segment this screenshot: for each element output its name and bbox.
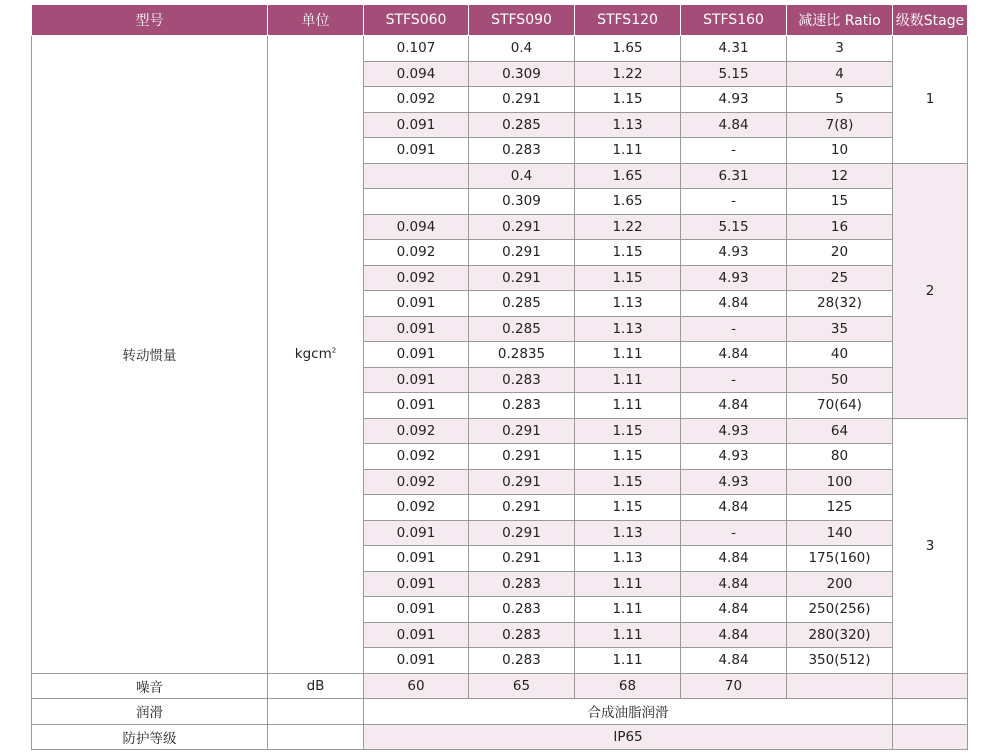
cell-stfs090: 0.283: [469, 367, 575, 393]
cell-stfs120: 1.13: [575, 520, 681, 546]
header-unit: 单位: [268, 5, 364, 36]
cell-ratio: 3: [787, 36, 893, 62]
cell-stfs160: 4.93: [681, 87, 787, 113]
noise-stfs090: 65: [469, 673, 575, 699]
cell-ratio: 100: [787, 469, 893, 495]
cell-stfs060: 0.091: [364, 597, 469, 623]
cell-stfs120: 1.15: [575, 469, 681, 495]
cell-stfs090: 0.291: [469, 240, 575, 266]
cell-stfs060: 0.094: [364, 214, 469, 240]
cell-stfs090: 0.2835: [469, 342, 575, 368]
protection-stage-empty: [893, 724, 968, 750]
inertia-unit: [268, 36, 364, 674]
cell-stfs090: 0.283: [469, 393, 575, 419]
cell-stfs060: 0.091: [364, 571, 469, 597]
cell-stfs120: 1.15: [575, 495, 681, 521]
cell-stfs160: -: [681, 138, 787, 164]
cell-stfs160: 4.93: [681, 444, 787, 470]
cell-stfs120: 1.13: [575, 291, 681, 317]
cell-stfs120: 1.11: [575, 138, 681, 164]
cell-stfs060: 0.091: [364, 342, 469, 368]
table-row-protection: [32, 724, 968, 750]
cell-stfs060: 0.091: [364, 520, 469, 546]
cell-ratio: 350(512): [787, 648, 893, 674]
cell-stfs060: 0.092: [364, 444, 469, 470]
table-header: [32, 5, 968, 36]
cell-ratio: 16: [787, 214, 893, 240]
cell-stfs160: 4.93: [681, 469, 787, 495]
cell-stfs060: 0.092: [364, 495, 469, 521]
cell-stfs120: 1.11: [575, 622, 681, 648]
cell-stfs160: 6.31: [681, 163, 787, 189]
cell-stfs060: [364, 163, 469, 189]
lubrication-value: 合成油脂润滑: [364, 699, 893, 725]
cell-stfs090: 0.291: [469, 87, 575, 113]
cell-stfs060: 0.091: [364, 546, 469, 572]
cell-stfs060: 0.092: [364, 469, 469, 495]
cell-stfs120: 1.22: [575, 61, 681, 87]
cell-stfs090: 0.4: [469, 163, 575, 189]
cell-ratio: 5: [787, 87, 893, 113]
cell-stfs120: 1.13: [575, 112, 681, 138]
cell-stfs160: 5.15: [681, 61, 787, 87]
cell-ratio: 40: [787, 342, 893, 368]
cell-stfs090: 0.285: [469, 112, 575, 138]
unit-superscript: 2: [331, 346, 337, 355]
cell-ratio: 64: [787, 418, 893, 444]
header-ratio: 减速比 Ratio: [787, 5, 893, 36]
cell-stfs160: 4.84: [681, 622, 787, 648]
cell-stfs090: 0.291: [469, 495, 575, 521]
header-stage: 级数Stage: [893, 5, 968, 36]
cell-ratio: 20: [787, 240, 893, 266]
cell-stfs160: 4.84: [681, 495, 787, 521]
noise-stfs060: 60: [364, 673, 469, 699]
cell-stfs160: 4.93: [681, 265, 787, 291]
cell-stfs060: 0.092: [364, 418, 469, 444]
cell-stfs060: 0.091: [364, 648, 469, 674]
cell-stfs120: 1.65: [575, 36, 681, 62]
stage-cell: 1: [893, 36, 968, 164]
cell-stfs090: 0.285: [469, 316, 575, 342]
cell-stfs160: 4.84: [681, 291, 787, 317]
cell-stfs090: 0.291: [469, 520, 575, 546]
spec-table: [31, 4, 968, 750]
unit-base: kgcm: [294, 346, 332, 363]
protection-unit-empty: [268, 724, 364, 750]
noise-unit: dB: [268, 673, 364, 699]
cell-stfs160: 4.84: [681, 112, 787, 138]
lubrication-unit-empty: [268, 699, 364, 725]
cell-stfs090: 0.283: [469, 622, 575, 648]
header-stfs160: STFS160: [681, 5, 787, 36]
cell-ratio: 200: [787, 571, 893, 597]
noise-label: 噪音: [32, 673, 268, 699]
cell-stfs090: 0.291: [469, 418, 575, 444]
noise-stfs160: 70: [681, 673, 787, 699]
cell-stfs120: 1.15: [575, 87, 681, 113]
cell-stfs120: 1.15: [575, 240, 681, 266]
table-row: [32, 36, 968, 62]
cell-stfs120: 1.13: [575, 316, 681, 342]
cell-stfs060: 0.091: [364, 291, 469, 317]
cell-ratio: 125: [787, 495, 893, 521]
cell-stfs090: 0.283: [469, 648, 575, 674]
protection-value: IP65: [364, 724, 893, 750]
cell-stfs160: -: [681, 189, 787, 215]
cell-stfs120: 1.11: [575, 342, 681, 368]
cell-stfs160: 4.93: [681, 240, 787, 266]
cell-stfs120: 1.13: [575, 546, 681, 572]
cell-stfs090: 0.291: [469, 444, 575, 470]
cell-ratio: 4: [787, 61, 893, 87]
cell-stfs120: 1.22: [575, 214, 681, 240]
cell-stfs090: 0.291: [469, 546, 575, 572]
cell-stfs160: -: [681, 316, 787, 342]
cell-stfs060: 0.091: [364, 393, 469, 419]
cell-stfs120: 1.15: [575, 265, 681, 291]
cell-ratio: 7(8): [787, 112, 893, 138]
cell-stfs090: 0.291: [469, 265, 575, 291]
lubrication-label: 润滑: [32, 699, 268, 725]
cell-stfs060: [364, 189, 469, 215]
cell-stfs060: 0.091: [364, 138, 469, 164]
cell-stfs120: 1.15: [575, 418, 681, 444]
cell-stfs120: 1.65: [575, 163, 681, 189]
cell-stfs060: 0.092: [364, 265, 469, 291]
table-row-noise: [32, 673, 968, 699]
cell-stfs060: 0.091: [364, 622, 469, 648]
cell-stfs160: -: [681, 520, 787, 546]
cell-stfs090: 0.291: [469, 469, 575, 495]
cell-stfs120: 1.65: [575, 189, 681, 215]
cell-ratio: 50: [787, 367, 893, 393]
cell-ratio: 10: [787, 138, 893, 164]
cell-stfs160: -: [681, 367, 787, 393]
cell-stfs120: 1.11: [575, 571, 681, 597]
cell-stfs090: 0.283: [469, 138, 575, 164]
table-row-lubrication: [32, 699, 968, 725]
table-body: [32, 36, 968, 674]
cell-stfs090: 0.285: [469, 291, 575, 317]
cell-ratio: 280(320): [787, 622, 893, 648]
cell-ratio: 80: [787, 444, 893, 470]
cell-ratio: 35: [787, 316, 893, 342]
cell-stfs090: 0.291: [469, 214, 575, 240]
protection-label: 防护等级: [32, 724, 268, 750]
cell-stfs060: 0.092: [364, 240, 469, 266]
cell-ratio: 15: [787, 189, 893, 215]
header-stfs120: STFS120: [575, 5, 681, 36]
cell-stfs160: 4.84: [681, 342, 787, 368]
cell-ratio: 25: [787, 265, 893, 291]
noise-stfs120: 68: [575, 673, 681, 699]
cell-stfs160: 4.84: [681, 648, 787, 674]
cell-stfs060: 0.092: [364, 87, 469, 113]
cell-stfs120: 1.15: [575, 444, 681, 470]
cell-ratio: 140: [787, 520, 893, 546]
cell-ratio: 28(32): [787, 291, 893, 317]
cell-stfs090: 0.283: [469, 571, 575, 597]
cell-stfs160: 4.84: [681, 597, 787, 623]
stage-cell: 3: [893, 418, 968, 673]
cell-stfs160: 4.84: [681, 393, 787, 419]
cell-stfs060: 0.091: [364, 367, 469, 393]
cell-ratio: 70(64): [787, 393, 893, 419]
cell-ratio: 175(160): [787, 546, 893, 572]
cell-stfs090: 0.309: [469, 189, 575, 215]
cell-ratio: 12: [787, 163, 893, 189]
noise-ratio-empty: [787, 673, 893, 699]
cell-stfs120: 1.11: [575, 648, 681, 674]
cell-stfs090: 0.309: [469, 61, 575, 87]
noise-stage-empty: [893, 673, 968, 699]
stage-cell: 2: [893, 163, 968, 418]
header-stfs090: STFS090: [469, 5, 575, 36]
cell-stfs060: 0.107: [364, 36, 469, 62]
lubrication-stage-empty: [893, 699, 968, 725]
cell-stfs060: 0.091: [364, 112, 469, 138]
cell-stfs090: 0.4: [469, 36, 575, 62]
cell-stfs090: 0.283: [469, 597, 575, 623]
header-model: 型号: [32, 5, 268, 36]
cell-stfs160: 4.84: [681, 571, 787, 597]
cell-stfs060: 0.094: [364, 61, 469, 87]
cell-stfs160: 4.84: [681, 546, 787, 572]
cell-ratio: 250(256): [787, 597, 893, 623]
cell-stfs060: 0.091: [364, 316, 469, 342]
cell-stfs120: 1.11: [575, 367, 681, 393]
cell-stfs120: 1.11: [575, 597, 681, 623]
inertia-label: 转动惯量: [32, 36, 268, 674]
cell-stfs120: 1.11: [575, 393, 681, 419]
cell-stfs160: 5.15: [681, 214, 787, 240]
cell-stfs160: 4.93: [681, 418, 787, 444]
header-stfs060: STFS060: [364, 5, 469, 36]
cell-stfs160: 4.31: [681, 36, 787, 62]
table-footer: [32, 673, 968, 750]
